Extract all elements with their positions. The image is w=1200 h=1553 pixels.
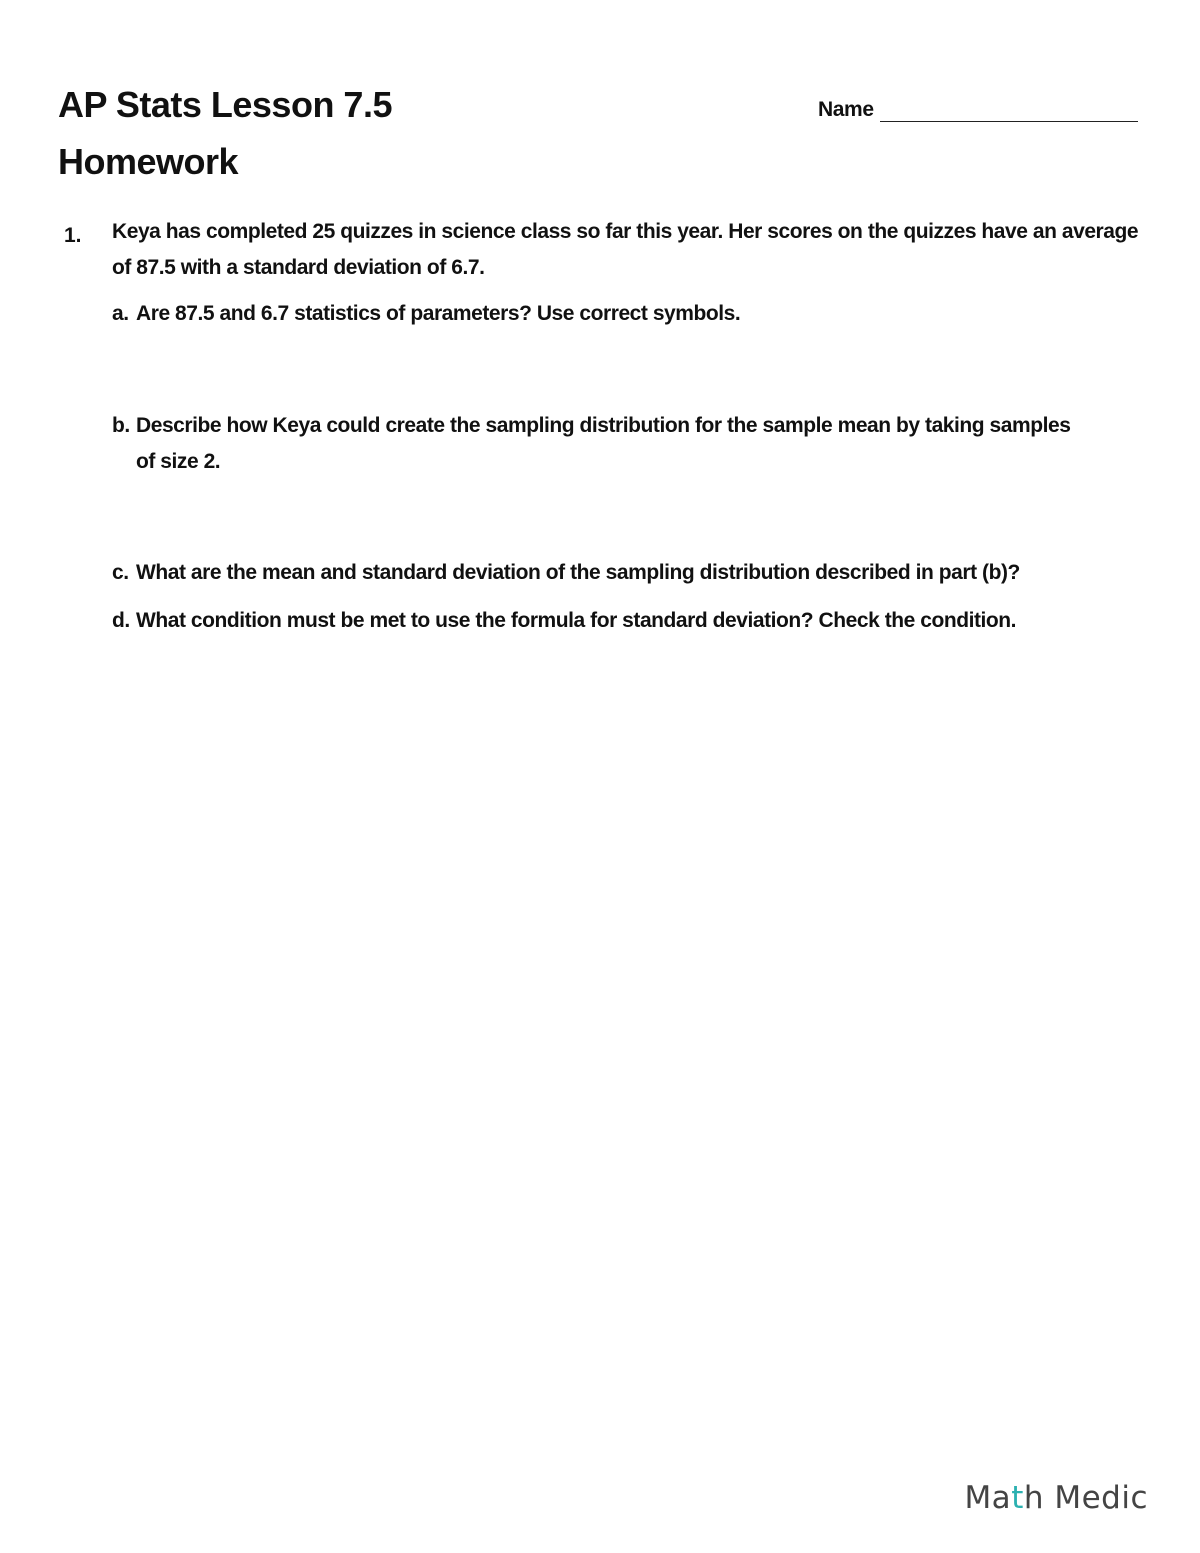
name-label: Name: [818, 98, 874, 121]
brand-text-start: Ma: [964, 1480, 1012, 1516]
part-text-b: Describe how Keya could create the sampling distribution for the sample mean by taking samples of size 2.: [136, 414, 1071, 473]
question-part-b: [112, 408, 1092, 480]
brand-text-accent: t: [1011, 1480, 1024, 1516]
part-letter-d: d.: [112, 609, 130, 632]
question-number: 1.: [64, 224, 82, 247]
part-text-d: What condition must be met to use the formula for standard deviation? Check the condition.: [136, 609, 1017, 632]
part-letter-b: b.: [112, 414, 130, 437]
part-letter-c: c.: [112, 561, 129, 584]
brand-logo: [964, 1480, 1148, 1516]
question-part-d: [112, 603, 1152, 639]
title-block: [58, 76, 392, 190]
brand-text-end: h Medic: [1023, 1480, 1148, 1516]
question-part-c: [112, 555, 1152, 591]
part-text-c: What are the mean and standard deviation of the sampling distribution described in part (b)?: [136, 561, 1020, 584]
name-field[interactable]: [818, 98, 1138, 122]
question-part-a: [112, 296, 1152, 332]
name-blank-line[interactable]: [880, 101, 1138, 122]
part-letter-a: a.: [112, 302, 129, 325]
part-text-a: Are 87.5 and 6.7 statistics of parameters? Use correct symbols.: [136, 302, 741, 325]
page-subtitle: Homework: [58, 141, 239, 182]
question-stem: Keya has completed 25 quizzes in science class so far this year. Her scores on the quizzes have an average of 87.5 with a standard deviation of 6.7.: [112, 220, 1139, 279]
page-title: AP Stats Lesson 7.5: [58, 84, 392, 125]
